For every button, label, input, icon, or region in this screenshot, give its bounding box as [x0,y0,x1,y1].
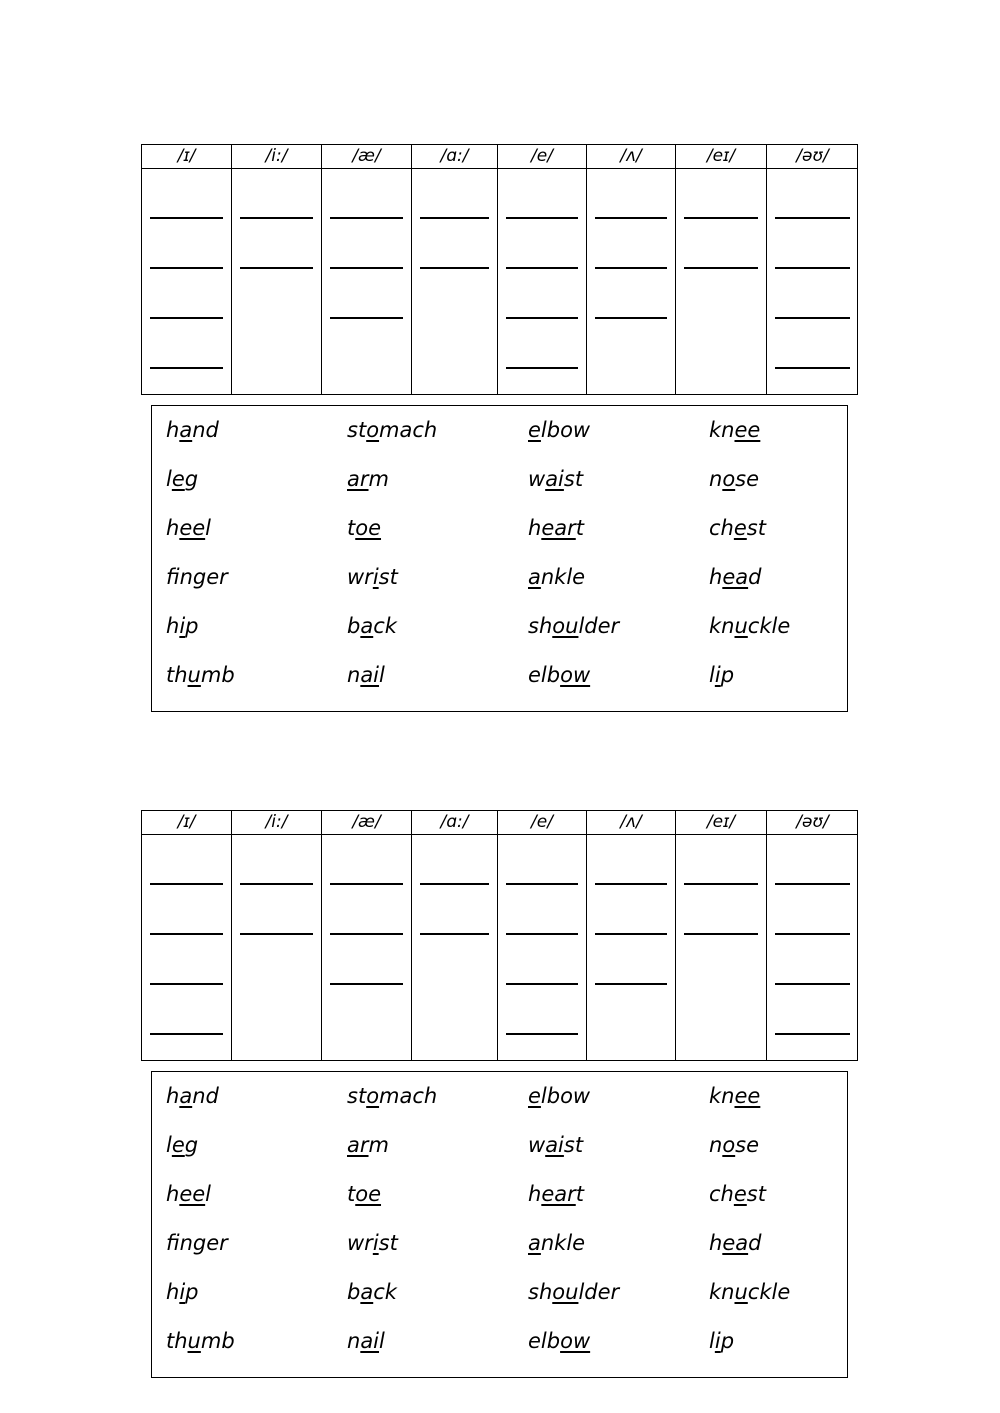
word-bank-word [709,1083,760,1109]
word-part: ck [373,614,397,638]
underlined-vowel-sound: ee [734,1084,761,1108]
answer-blank-line[interactable] [330,317,403,319]
phoneme-header: /ɪ/ [142,811,231,835]
word-part: w [528,1133,546,1157]
underlined-vowel-sound: ar [347,1133,369,1157]
answer-blank-line[interactable] [595,983,667,985]
phoneme-header: /ɑ:/ [412,145,497,169]
word-bank-word [166,466,198,492]
word-bank-word [709,1181,766,1207]
word-part: ch [709,516,734,540]
answer-blank-line[interactable] [595,883,667,885]
phoneme-header: /ʌ/ [587,811,675,835]
underlined-vowel-sound: ai [360,1329,380,1353]
answer-blank-line[interactable] [506,217,578,219]
word-bank [151,1071,848,1378]
answer-blank-line[interactable] [330,983,403,985]
word-part: st [347,418,367,442]
word-part: st [746,516,766,540]
word-part: se [735,1133,760,1157]
word-part: ckle [747,614,791,638]
word-part: n [709,1133,723,1157]
answer-blank-line[interactable] [240,883,313,885]
answer-blank-line[interactable] [150,983,223,985]
word-part: nkle [540,1231,586,1255]
answer-blank-line[interactable] [775,217,850,219]
word-bank [151,405,848,712]
word-part: t [575,1182,584,1206]
underlined-vowel-sound: ear [541,516,576,540]
word-bank-word [166,613,199,639]
answer-blank-line[interactable] [595,217,667,219]
word-bank-word [709,662,734,688]
phoneme-header: /æ/ [322,145,411,169]
word-part: ck [373,1280,397,1304]
answer-blank-line[interactable] [775,933,850,935]
word-part: l [205,1182,211,1206]
word-part: t [347,516,356,540]
word-part: mach [379,418,438,442]
word-bank-word [528,662,590,688]
word-part: n [709,467,723,491]
sound-column [766,145,858,394]
answer-blank-line[interactable] [420,933,489,935]
sound-column [321,145,411,394]
phoneme-header: /e/ [498,811,586,835]
word-bank-word [528,1083,590,1109]
phoneme-header: /ʌ/ [587,145,675,169]
word-part: n [347,1329,361,1353]
word-part: d [748,1231,762,1255]
word-part: h [709,565,723,589]
word-part: nd [192,1084,219,1108]
underlined-vowel-sound: ee [179,1182,206,1206]
underlined-vowel-sound: ai [545,1133,564,1157]
word-bank-word [528,613,619,639]
word-part: kn [709,1084,735,1108]
word-bank-word [347,466,389,492]
underlined-vowel-sound: ou [552,614,579,638]
sound-column [231,811,321,1060]
word-part: h [166,1182,180,1206]
sound-column [142,145,231,394]
word-part: st [378,565,398,589]
underlined-vowel-sound: ar [347,467,369,491]
word-part: g [184,1133,199,1157]
word-part: lder [578,1280,620,1304]
word-part: st [746,1182,766,1206]
underlined-vowel-sound: oe [355,1182,382,1206]
underlined-vowel-sound: o [722,1133,736,1157]
word-part: h [709,1231,723,1255]
answer-blank-line[interactable] [150,217,223,219]
word-part: p [185,1280,199,1304]
underlined-vowel-sound: e [171,467,185,491]
phoneme-header: /eɪ/ [676,145,766,169]
word-part: st [378,1231,398,1255]
phoneme-header: /e/ [498,145,586,169]
word-part: kn [709,1280,735,1304]
answer-blank-line[interactable] [150,367,223,369]
word-bank-word [347,515,381,541]
underlined-vowel-sound: e [528,1084,541,1108]
answer-blank-line[interactable] [506,1033,578,1035]
word-part: b [347,614,361,638]
answer-blank-line[interactable] [240,267,313,269]
underlined-vowel-sound: u [734,1280,748,1304]
word-bank-word [709,1328,734,1354]
answer-blank-line[interactable] [684,883,758,885]
word-part: st [563,1133,584,1157]
answer-blank-line[interactable] [330,267,403,269]
word-part: nkle [540,565,586,589]
underlined-vowel-sound: ai [360,663,380,687]
answer-blank-line[interactable] [595,317,667,319]
word-part: m [368,467,389,491]
sound-column [411,145,497,394]
underlined-vowel-sound: e [733,516,747,540]
underlined-vowel-sound: a [528,565,541,589]
word-part: l [166,467,172,491]
word-part: th [166,1329,188,1353]
word-part: h [528,1182,542,1206]
phoneme-header: /əʊ/ [767,145,858,169]
sound-column [411,811,497,1060]
word-bank-word [528,1132,583,1158]
word-part: th [166,663,188,687]
underlined-vowel-sound: a [360,1280,374,1304]
word-bank-word [347,1083,437,1109]
answer-blank-line[interactable] [775,267,850,269]
sound-column [497,145,586,394]
word-part: kn [709,418,735,442]
underlined-vowel-sound: e [528,418,541,442]
word-bank-word [347,1132,389,1158]
word-part: lder [578,614,620,638]
word-bank-word [347,1279,397,1305]
answer-blank-line[interactable] [506,267,578,269]
underlined-vowel-sound: u [187,663,201,687]
word-bank-word [166,417,219,443]
word-bank-word [166,1083,219,1109]
word-part: p [185,614,199,638]
underlined-vowel-sound: ow [560,663,591,687]
word-bank-word [528,466,583,492]
sound-column [497,811,586,1060]
word-part: elb [528,663,561,687]
word-part: st [347,1084,367,1108]
underlined-vowel-sound: ow [560,1329,591,1353]
phoneme-header: /ɑ:/ [412,811,497,835]
phoneme-header: /æ/ [322,811,411,835]
word-part: l [379,663,385,687]
answer-blank-line[interactable] [240,933,313,935]
underlined-vowel-sound: a [179,1084,193,1108]
answer-blank-line[interactable] [506,367,578,369]
answer-blank-line[interactable] [775,367,850,369]
phoneme-header: /i:/ [232,145,321,169]
word-part: mb [200,1329,235,1353]
phoneme-header: /i:/ [232,811,321,835]
word-part: nd [192,418,219,442]
word-part: h [166,614,180,638]
underlined-vowel-sound: ee [734,418,761,442]
word-part: f [166,1231,180,1255]
answer-blank-line[interactable] [595,267,667,269]
word-part: f [166,565,180,589]
sound-column [586,811,675,1060]
answer-blank-line[interactable] [595,933,667,935]
answer-blank-line[interactable] [684,933,758,935]
underlined-vowel-sound: i [372,565,379,589]
word-part: wr [347,565,373,589]
answer-blank-line[interactable] [150,267,223,269]
sound-column [231,145,321,394]
word-bank-word [709,515,766,541]
word-part: d [748,565,762,589]
underlined-vowel-sound: i [372,1231,379,1255]
word-bank-word [347,613,397,639]
underlined-vowel-sound: u [734,614,748,638]
answer-blank-line[interactable] [150,1033,223,1035]
word-bank-word [166,662,235,688]
underlined-vowel-sound: ai [545,467,564,491]
word-bank-word [709,564,761,590]
word-part: nger [179,1231,228,1255]
underlined-vowel-sound: o [366,1084,380,1108]
underlined-vowel-sound: ear [541,1182,576,1206]
word-part: h [166,1280,180,1304]
word-part: lbow [540,418,591,442]
word-part: mach [379,1084,438,1108]
answer-blank-line[interactable] [330,883,403,885]
word-bank-word [709,417,760,443]
sound-column [586,145,675,394]
sound-column [675,145,766,394]
underlined-vowel-sound: a [528,1231,541,1255]
word-bank-word [166,1279,199,1305]
word-bank-word [166,1328,235,1354]
word-bank-word [528,515,584,541]
word-bank-word [347,564,398,590]
underlined-vowel-sound: i [714,1329,721,1353]
word-part: sh [528,614,553,638]
answer-blank-line[interactable] [775,883,850,885]
word-part: wr [347,1231,373,1255]
answer-blank-line[interactable] [150,883,223,885]
word-bank-word [166,564,228,590]
phoneme-header: /ɪ/ [142,145,231,169]
underlined-vowel-sound: u [187,1329,201,1353]
answer-blank-line[interactable] [506,983,578,985]
sound-column [142,811,231,1060]
answer-blank-line[interactable] [420,267,489,269]
word-part: h [166,418,180,442]
answer-blank-line[interactable] [775,983,850,985]
word-part: elb [528,1329,561,1353]
underlined-vowel-sound: ea [722,565,749,589]
word-bank-word [166,1132,198,1158]
answer-blank-line[interactable] [506,933,578,935]
word-bank-word [709,466,759,492]
word-bank-word [709,1132,759,1158]
word-part: b [347,1280,361,1304]
word-bank-word [347,662,385,688]
answer-blank-line[interactable] [420,217,489,219]
word-part: l [709,663,715,687]
underlined-vowel-sound: e [733,1182,747,1206]
word-bank-word [347,1328,385,1354]
word-bank-word [528,1181,584,1207]
sound-column [766,811,858,1060]
word-bank-word [528,564,585,590]
word-bank-word [166,1230,228,1256]
word-part: ckle [747,1280,791,1304]
word-part: t [347,1182,356,1206]
answer-blank-line[interactable] [684,217,758,219]
underlined-vowel-sound: ea [722,1231,749,1255]
word-bank-word [709,613,790,639]
underlined-vowel-sound: oe [355,516,382,540]
word-part: n [347,663,361,687]
answer-blank-line[interactable] [775,1033,850,1035]
answer-blank-line[interactable] [240,217,313,219]
answer-blank-line[interactable] [684,267,758,269]
word-part: l [166,1133,172,1157]
word-part: g [184,467,199,491]
word-part: lbow [540,1084,591,1108]
word-bank-word [347,1181,381,1207]
underlined-vowel-sound: i [179,1280,186,1304]
word-bank-word [347,417,437,443]
answer-blank-line[interactable] [330,217,403,219]
underlined-vowel-sound: i [714,663,721,687]
answer-blank-line[interactable] [420,883,489,885]
underlined-vowel-sound: ou [552,1280,579,1304]
answer-blank-line[interactable] [506,883,578,885]
word-bank-word [528,1230,585,1256]
word-bank-word [347,1230,398,1256]
word-part: se [735,467,760,491]
word-part: mb [200,663,235,687]
word-part: sh [528,1280,553,1304]
word-bank-word [528,1328,590,1354]
underlined-vowel-sound: a [179,418,193,442]
word-bank-word [166,1181,211,1207]
word-part: t [575,516,584,540]
underlined-vowel-sound: e [171,1133,185,1157]
answer-blank-line[interactable] [150,317,223,319]
phoneme-header: /eɪ/ [676,811,766,835]
phoneme-header: /əʊ/ [767,811,858,835]
word-part: l [379,1329,385,1353]
word-bank-word [528,417,590,443]
word-bank-word [709,1279,790,1305]
sound-column [675,811,766,1060]
word-bank-word [709,1230,761,1256]
word-bank-word [528,1279,619,1305]
word-part: p [720,1329,735,1353]
underlined-vowel-sound: i [179,614,186,638]
underlined-vowel-sound: o [366,418,380,442]
word-part: kn [709,614,735,638]
word-part: h [166,516,180,540]
answer-blank-line[interactable] [775,317,850,319]
answer-blank-line[interactable] [330,933,403,935]
word-part: nger [179,565,228,589]
underlined-vowel-sound: o [722,467,736,491]
word-part: m [368,1133,389,1157]
word-part: w [528,467,546,491]
sound-column [321,811,411,1060]
sound-sorting-table [141,810,858,1061]
answer-blank-line[interactable] [150,933,223,935]
word-part: st [563,467,584,491]
word-part: p [720,663,735,687]
word-part: l [205,516,211,540]
underlined-vowel-sound: ee [179,516,206,540]
word-part: h [166,1084,180,1108]
word-part: l [709,1329,715,1353]
sound-sorting-table [141,144,858,395]
word-part: h [528,516,542,540]
word-bank-word [166,515,211,541]
word-part: ch [709,1182,734,1206]
underlined-vowel-sound: a [360,614,374,638]
answer-blank-line[interactable] [506,317,578,319]
